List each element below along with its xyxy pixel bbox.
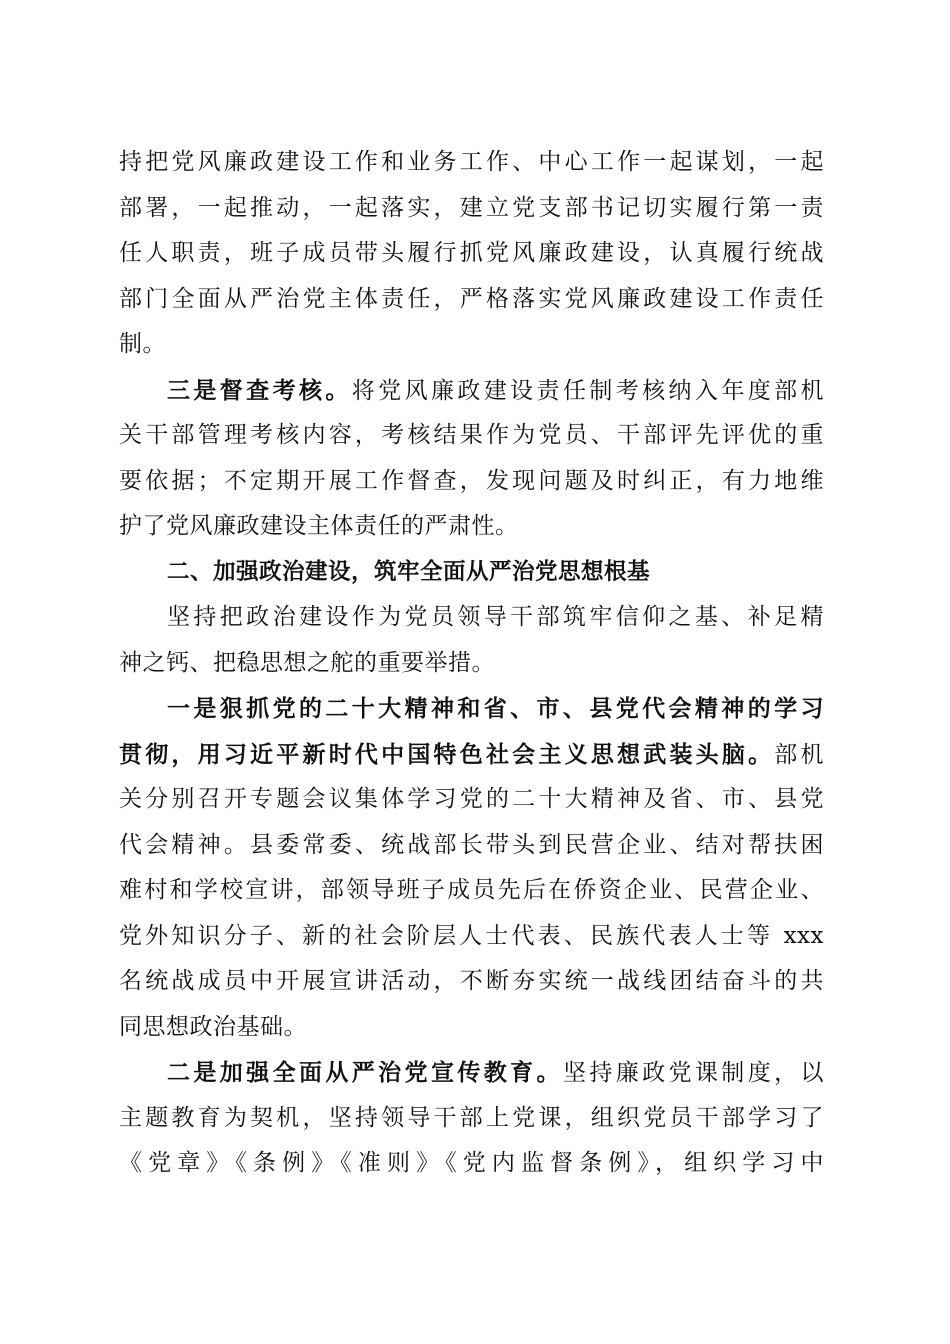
text-run: 坚持廉政党课制度，以 (562, 1060, 825, 1086)
text-line: 要依据；不定期开展工作督查，发现问题及时纠正，有力地维 (119, 467, 824, 494)
text-line: 任人职责，班子成员带头履行抓党风廉政建设，认真履行统战 (119, 240, 824, 266)
text-line: 名统战成员中开展宣讲活动，不断夯实统一战线团结奋斗的共 (119, 968, 824, 994)
text-line (119, 368, 824, 414)
paragraph-political-intro (119, 595, 824, 686)
text-line (119, 732, 824, 778)
text-line: 主题教育为契机，坚持领导干部上党课，组织党员干部学习了 (119, 1104, 824, 1131)
text-line: 部门全面从严治党主体责任，严格落实党风廉政建设工作责任 (119, 285, 824, 312)
text-line: 持把党风廉政建设工作和业务工作、中心工作一起谋划，一起 (119, 149, 824, 175)
text-run: 部机 (774, 741, 825, 768)
text-line: 部署，一起推动，一起落实，建立党支部书记切实履行第一责 (119, 194, 824, 221)
text-run: 将党风廉政建设责任制考核纳入年度部机 (351, 377, 825, 404)
text-line: 代会精神。县委常委、统战部长带头到民营企业、结对帮扶困 (119, 831, 824, 858)
document-page (119, 140, 824, 1187)
text-line: 护了党风廉政建设主体责任的严肃性。 (119, 513, 519, 539)
text-line: 党外知识分子、新的社会阶层人士代表、民族代表人士等 xxx (119, 922, 824, 949)
paragraph-responsibility (119, 140, 824, 368)
paragraph-lead: 三是督查考核。 (167, 376, 352, 404)
paragraph-lead: 一是狠抓党的二十大精神和省、市、县党代会精神的学习 (167, 695, 824, 722)
text-line: 同思想政治基础。 (119, 1013, 307, 1040)
text-line: 神之钙、把稳思想之舵的重要举措。 (119, 649, 495, 676)
paragraph-supervision (119, 368, 824, 550)
text-line: 《党章》《条例》《准则》《党内监督条例》，组织学习中 (119, 1150, 824, 1176)
section-heading: 二、加强政治建设，筑牢全面从严治党思想根基 (167, 558, 651, 585)
text-line: 关分别召开专题会议集体学习党的二十大精神及省、市、县党 (119, 786, 824, 812)
paragraph-education (119, 1050, 824, 1187)
paragraph-lead: 贯彻，用习近平新时代中国特色社会主义思想武装头脑。 (119, 740, 775, 768)
paragraph-lead: 二是加强全面从严治党宣传教育。 (167, 1059, 563, 1086)
text-line (119, 1050, 824, 1096)
text-line: 难村和学校宣讲，部领导班子成员先后在侨资企业、民营企业、 (119, 877, 824, 903)
text-line: 关干部管理考核内容，考核结果作为党员、干部评先评优的重 (119, 422, 824, 448)
text-line: 坚持把政治建设作为党员领导干部筑牢信仰之基、补足精 (167, 604, 824, 630)
paragraph-study-spirit (119, 686, 824, 1050)
text-line: 制。 (119, 331, 166, 357)
